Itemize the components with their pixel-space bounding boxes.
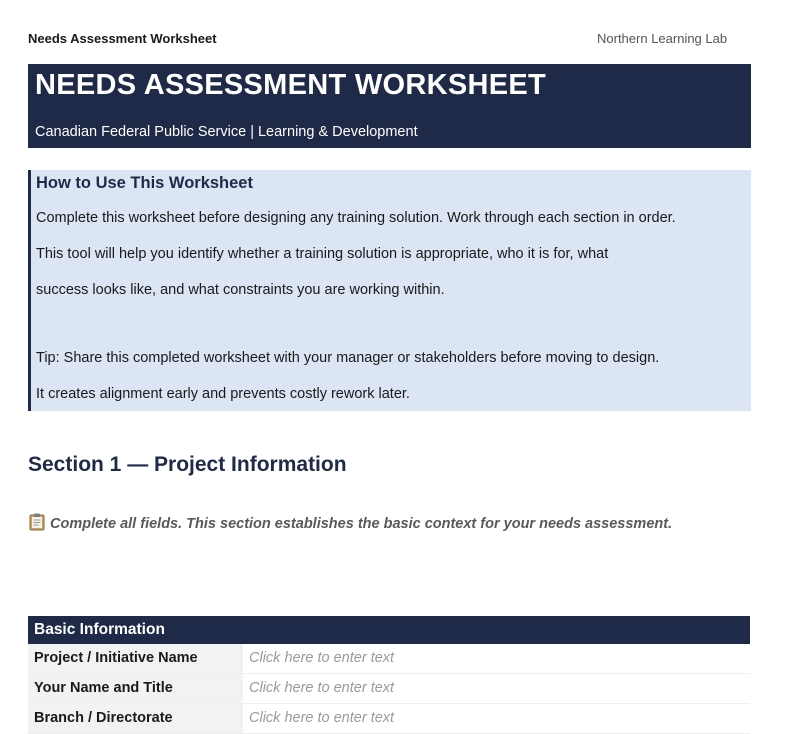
how-to-callout [28, 170, 751, 411]
field-label: Your Name and Title [28, 674, 243, 703]
field-label: Branch / Directorate [28, 704, 243, 733]
banner-title: NEEDS ASSESSMENT WORKSHEET [35, 69, 547, 101]
how-to-line: Complete this worksheet before designing any training solution. Work through each section in order. [36, 210, 676, 226]
project-name-field[interactable]: Click here to enter text [243, 644, 750, 673]
document-header-org: Northern Learning Lab [597, 31, 728, 46]
table-row [28, 644, 750, 674]
field-label: Project / Initiative Name [28, 644, 243, 673]
how-to-tip-line: It creates alignment early and prevents costly rework later. [36, 386, 410, 402]
table-row [28, 704, 750, 734]
how-to-line: This tool will help you identify whether a training solution is appropriate, who it is for, what [36, 246, 609, 262]
how-to-tip-line: Tip: Share this completed worksheet with your manager or stakeholders before moving to design. [36, 350, 660, 366]
section-title: Section 1 — Project Information [28, 453, 347, 476]
banner-subtitle: Canadian Federal Public Service | Learning & Development [35, 124, 418, 140]
how-to-line: success looks like, and what constraints you are working within. [36, 282, 445, 298]
branch-directorate-field[interactable]: Click here to enter text [243, 704, 750, 733]
basic-information-table [28, 616, 750, 734]
document-header-title: Needs Assessment Worksheet [28, 31, 217, 46]
table-row [28, 674, 750, 704]
section-instruction-text: Complete all fields. This section establishes the basic context for your needs assessment. [50, 516, 673, 532]
clipboard-icon [28, 513, 46, 532]
title-banner [28, 64, 751, 148]
section-instruction [28, 513, 672, 532]
how-to-title: How to Use This Worksheet [36, 174, 253, 192]
table-heading: Basic Information [28, 616, 750, 644]
your-name-title-field[interactable]: Click here to enter text [243, 674, 750, 703]
